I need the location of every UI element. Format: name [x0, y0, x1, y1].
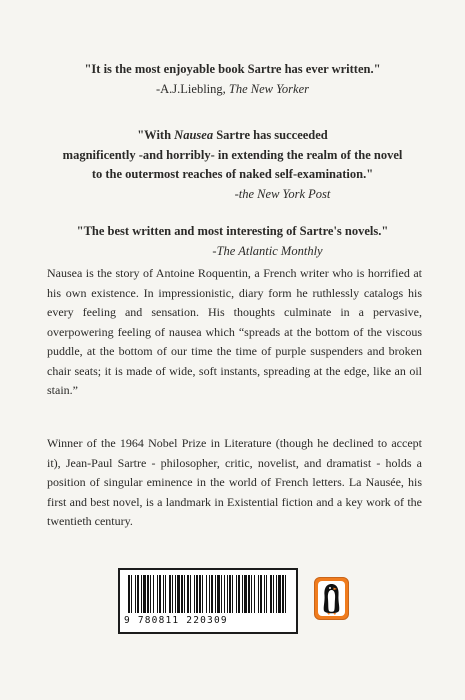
- review-quote-3: [40, 222, 425, 261]
- barcode-bar: [211, 575, 213, 613]
- barcode-bar: [215, 575, 216, 613]
- barcode-bar: [177, 575, 180, 613]
- quote-source: [40, 80, 425, 100]
- quote-source-publication: The Atlantic Monthly: [216, 243, 323, 258]
- barcode-bars: [128, 575, 288, 615]
- barcode-bar: [248, 575, 250, 613]
- quote-text: "It is the most enjoyable book Sartre has ever written.": [84, 62, 381, 76]
- barcode-bar: [187, 575, 189, 613]
- barcode-bar: [165, 575, 166, 613]
- penguin-icon: [314, 577, 349, 620]
- quote-source-publication: -the New York Post: [234, 186, 331, 201]
- barcode-bar: [278, 575, 281, 613]
- quote-text-part: "With: [137, 128, 175, 142]
- barcode-bar: [141, 575, 142, 613]
- barcode-bar: [273, 575, 274, 613]
- barcode-bar: [131, 575, 132, 613]
- barcode-bar: [242, 575, 243, 613]
- barcode-bar: [251, 575, 252, 613]
- barcode-bar: [285, 575, 286, 613]
- book-title-italic: Nausea: [174, 128, 214, 142]
- quote-text-line-3: to the outermost reaches of naked self-examination.": [91, 167, 374, 181]
- penguin-logo-graphic: [315, 578, 348, 619]
- author-paragraph: Winner of the 1964 Nobel Prize in Literature (though he declined to accept it), Jean-Paul Sartre - philosopher, critic, novelist, and dramatist - holds a position of singular eminence in the world of French letters. La Nausée, his first and best novel, is a landmark in Existential fiction and a key work of the twentieth century.: [47, 436, 422, 528]
- quote-source-prefix: -: [212, 243, 217, 258]
- barcode-bar: [260, 575, 262, 613]
- barcode-bar: [264, 575, 265, 613]
- quote-text: "The best written and most interesting of Sartre's novels.": [76, 224, 389, 238]
- barcode-bar: [143, 575, 146, 613]
- barcode-bar: [217, 575, 220, 613]
- quote-source-prefix: -A.J.Liebling,: [155, 81, 229, 96]
- barcode-bar: [276, 575, 277, 613]
- barcode-bar: [147, 575, 149, 613]
- barcode-bar: [266, 575, 267, 613]
- isbn-number: 9 780811 220309: [124, 615, 228, 626]
- barcode-bar: [254, 575, 255, 613]
- isbn-barcode: [118, 568, 298, 634]
- synopsis-paragraph: Nausea is the story of Antoine Roquentin, a French writer who is horrified at his own existence. In impressionistic, diary form he ruthlessly catalogs his every feeling and sensation. His thoughts culminate in a pervasive, overpowering feeling of nausea which “spreads at the bottom of the viscous puddle, at the bottom of our time the time of purple suspenders and broken chair seats; it is made of wide, soft instants, spreading at the edge, like an oil stain.”: [47, 266, 422, 397]
- barcode-bar: [181, 575, 183, 613]
- barcode-bar: [282, 575, 284, 613]
- quote-text-part: Sartre has succeeded: [213, 128, 328, 142]
- quote-text-line-2: magnificently -and horribly- in extending the realm of the novel: [62, 147, 403, 162]
- barcode-bar: [229, 575, 231, 613]
- barcode-bar: [209, 575, 210, 613]
- barcode-bar: [236, 575, 237, 613]
- barcode-bar: [128, 575, 130, 613]
- barcode-bar: [157, 575, 158, 613]
- quote-source-publication: The New Yorker: [228, 81, 310, 96]
- barcode-bar: [196, 575, 198, 613]
- review-quote-1: [40, 60, 425, 99]
- barcode-bar: [206, 575, 207, 613]
- barcode-bar: [232, 575, 233, 613]
- barcode-bar: [199, 575, 201, 613]
- barcode-bar: [190, 575, 191, 613]
- barcode-bar: [153, 575, 154, 613]
- quote-source: [110, 242, 425, 262]
- barcode-bar: [244, 575, 247, 613]
- barcode-bar: [194, 575, 195, 613]
- review-quote-2: [40, 126, 425, 204]
- barcode-bar: [258, 575, 259, 613]
- barcode-bar: [159, 575, 161, 613]
- quote-text: [40, 126, 425, 146]
- quote-source: [140, 185, 425, 205]
- barcode-bar: [221, 575, 222, 613]
- barcode-bar: [137, 575, 139, 613]
- barcode-bar: [163, 575, 164, 613]
- barcode-bar: [184, 575, 185, 613]
- barcode-bar: [227, 575, 228, 613]
- barcode-bar: [135, 575, 136, 613]
- barcode-bar: [172, 575, 173, 613]
- barcode-bar: [202, 575, 203, 613]
- barcode-bar: [175, 575, 176, 613]
- barcode-bar: [238, 575, 240, 613]
- barcode-bar: [224, 575, 225, 613]
- barcode-bar: [150, 575, 151, 613]
- barcode-bar: [169, 575, 171, 613]
- barcode-bar: [270, 575, 272, 613]
